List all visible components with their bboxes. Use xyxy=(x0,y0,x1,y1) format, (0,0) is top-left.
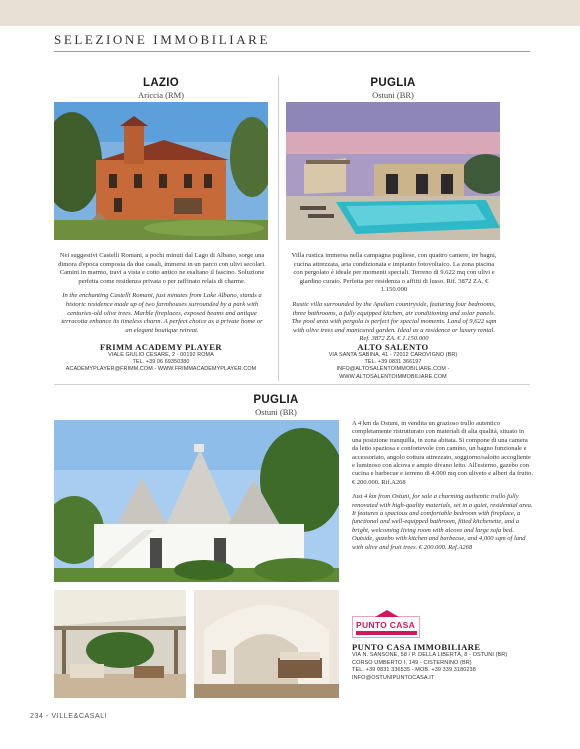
top-color-band xyxy=(0,0,580,26)
listing-3-agency-phone: TEL. +39 0831 336535 - MOB. +39 339 3180238 xyxy=(352,667,476,674)
title-rule xyxy=(54,51,530,52)
listing-1-text-it: Nei suggestivi Castelli Romani, a pochi minuti dal Lago di Albano, sorge una dimora d'epoca composta da due casali, immersi in un parco con ulivi secolari. Camini in marmo, travi a vista e cotto antico ne esaltano il fascino. Soluzione perfetta come residenza privata o per raffinato relais di charme. xyxy=(58,252,266,285)
listing-3-agency xyxy=(352,642,534,682)
listing-3-description xyxy=(352,420,534,552)
page-footer: 234 - VILLE&CASALI xyxy=(30,713,108,720)
column-divider xyxy=(278,76,279,381)
row-divider xyxy=(54,384,530,385)
listing-2-description xyxy=(290,252,498,344)
listing-1-agency-contacts: ACADEMYPLAYER@FRIMM.COM - WWW.FRIMMACADEMYPLAYER.COM xyxy=(65,366,257,373)
listing-1-header xyxy=(54,77,268,100)
listing-3-text-it: A 4 km da Ostuni, in vendita un grazioso trullo autentico completamente ristrutturato con materiali di alta qualità, situato in una posizione tranquilla, in zona abitata. Si compone di una camera da letto spaziosa e confortevole con camino, un bagno funzionale e accessoriato, angolo cottura attrezzato, soggiorno/salotto accogliente e luminoso con alcova e ampio divano letto. All'esterno, gazebo con cucina e barbecue e terreno di 4.000 mq con uliveto e alberi da frutto. € 200.000. Rif.A268 xyxy=(352,420,534,486)
listing-1-text-en: In the enchanting Castelli Romani, just minutes from Lake Albano, stands a historic residence made up of two farmhouses surrounded by a park with centuries-old olive trees. Marble fireplaces, exposed beams and antique terracotta enhance its timeless charm. A perfect choice as a private home or an elegant boutique retreat. xyxy=(61,292,263,334)
listing-3-agency-address-1: VIA N. SANSONE, 58 / P. DELLA LIBERTÀ, 8 - OSTUNI (BR) xyxy=(352,652,508,658)
listing-1-region: LAZIO xyxy=(143,77,179,89)
listing-1-agency-name: FRIMM ACADEMY PLAYER xyxy=(100,342,222,352)
listing-2-agency-phone: TEL. +39 0831 366197 xyxy=(364,359,422,366)
listing-1-town: Ariccia (RM) xyxy=(137,90,185,100)
logo-roof-shape xyxy=(375,610,399,617)
listing-3-photo-trullo xyxy=(54,420,339,582)
listing-2-header xyxy=(286,77,500,100)
listing-3-agency-email: INFO@OSTUNIPUNTOCASA.IT xyxy=(352,674,435,681)
listing-3-photo-gazebo xyxy=(54,590,186,698)
listing-1-agency-address: VIALE GIULIO CESARE, 2 - 00192 ROMA xyxy=(108,352,214,358)
listing-3-header xyxy=(166,394,386,417)
listing-2-agency-contacts: INFO@ALTOSALENTOIMMOBILIARE.COM - WWW.ALTOSALENTOIMMOBILIARE.COM xyxy=(336,366,450,380)
section-title: SELEZIONE IMMOBILIARE xyxy=(54,32,270,47)
listing-2-town: Ostuni (BR) xyxy=(372,90,414,100)
listing-2-text-it: Villa rustica immersa nella campagna pugliese, con quattro camere, tre bagni, cucina attrezzata, aria condizionata e impianto fotovoltaico. La zona piscina con pergolato è ideale per momenti speciali. Terreno di 9.622 mq con ulivi e giardino curato. Perfetta per residenza o affitti di lusso. Rif. 3872 ZA. € 1.150.000 xyxy=(291,252,497,294)
listing-3-photo-interior xyxy=(194,590,339,698)
listing-3-town: Ostuni (BR) xyxy=(255,407,297,417)
listing-3-text-en: Just 4 km from Ostuni, for sale a charming authentic trullo fully renovated with high-quality materials, set in a quiet, residential area. It features a spacious and comfortable bedroom with fireplace, a functional and well-equipped bathroom, fitted kitchenette, and a bright, welcoming living room with alcove and large sofa bed. Outside, gazebo with kitchen and barbecue, and 4,000 sqm of land with olive and fruit trees. € 200.000. Ref.A268 xyxy=(352,493,533,551)
logo-text: PUNTO CASA xyxy=(356,620,416,630)
punto-casa-logo xyxy=(352,616,420,638)
listing-1-photo-farmhouse xyxy=(54,102,268,240)
logo-tagline-bar xyxy=(356,631,417,635)
listing-2-text-en: Rustic villa surrounded by the Apulian countryside, featuring four bedrooms, three bathrooms, a fully equipped kitchen, air conditioning and solar panels. The pool area with pergola is perfect for special moments. Land of 9,622 sqm with olive trees and manicured garden. Ideal as a residence or luxury rental. Ref. 3872 ZA. € 1.150.000 xyxy=(291,300,497,343)
listing-2-agency-name: ALTO SALENTO xyxy=(357,342,429,352)
listing-3-agency-address-2: CORSO UMBERTO I, 149 - CISTERNINO (BR) xyxy=(352,659,472,666)
listing-2-region: PUGLIA xyxy=(370,77,416,89)
listing-1-agency-phone: TEL. +39 06 69350380 xyxy=(132,359,190,366)
listing-1-agency xyxy=(54,342,268,374)
listing-1-description xyxy=(58,252,266,335)
listing-2-agency xyxy=(282,342,504,381)
listing-2-agency-address: VIA SANTA SABINA, 41 - 72012 CAROVIGNO (BR) xyxy=(328,352,458,358)
listing-3-region: PUGLIA xyxy=(253,394,299,406)
listing-3-agency-name: PUNTO CASA IMMOBILIARE xyxy=(352,642,481,652)
listing-2-photo-pool-villa xyxy=(286,102,500,240)
